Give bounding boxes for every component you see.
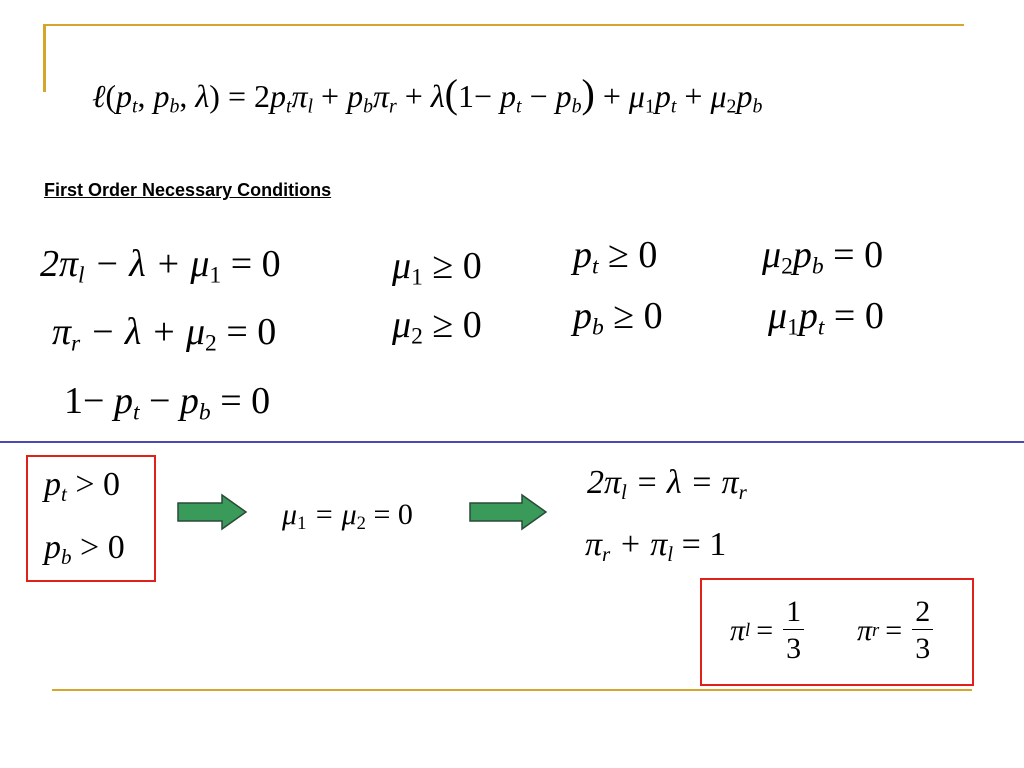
foc-equation-1: $2\pi_l - \lambda + \mu_1 = 0$ <box>40 243 281 289</box>
pi-equality: $2\pi_l = \lambda = \pi_r$ <box>587 464 747 504</box>
result-pi-r: π r = $\frac{2}{3}$ <box>857 597 937 664</box>
foc-heading: First Order Necessary Conditions <box>44 180 332 200</box>
implies-arrow-1 <box>176 493 248 531</box>
implies-arrow-2 <box>468 493 548 531</box>
fraction-two-thirds: $\frac{2}{3}$ <box>912 597 933 664</box>
blue-divider <box>0 441 1024 443</box>
complementary-slackness-1: $\mu_1p_t = 0$ <box>768 295 884 341</box>
foc-equation-3: $1- p_t - p_b = 0$ <box>64 380 271 426</box>
mu1-nonneg: $\mu_1 \ge 0$ <box>392 245 482 291</box>
fraction-one-third: $\frac{1}{3}$ <box>783 597 804 664</box>
pb-nonneg: $p_b \ge 0$ <box>573 295 663 341</box>
pb-positive: $p_b > 0$ <box>44 529 125 569</box>
multipliers-zero: $\mu_1 = \mu_2 = 0$ <box>282 498 413 535</box>
bottom-gold-rule <box>52 689 972 691</box>
left-gold-rule <box>43 25 46 92</box>
mu2-nonneg: $\mu_2 \ge 0$ <box>392 304 482 350</box>
foc-equation-2: $\pi_r - \lambda + \mu_2 = 0$ <box>52 311 277 357</box>
lagrangian-equation: $\ell(p_t$, $p_b$, $\lambda) = 2p_t\pi_l + p_b\pi_r + \lambda(1- p_t - p_b) + \mu_1p_t + \mu_2p_b$ <box>92 71 763 118</box>
top-gold-rule <box>43 24 964 26</box>
result-pi-l: π l = $\frac{1}{3}$ <box>730 597 808 664</box>
complementary-slackness-2: $\mu_2p_b = 0$ <box>762 234 884 280</box>
pt-positive: $p_t > 0$ <box>44 466 121 506</box>
pt-nonneg: $p_t \ge 0$ <box>573 234 658 280</box>
pi-sum: $\pi_r + \pi_l = 1$ <box>585 526 727 566</box>
